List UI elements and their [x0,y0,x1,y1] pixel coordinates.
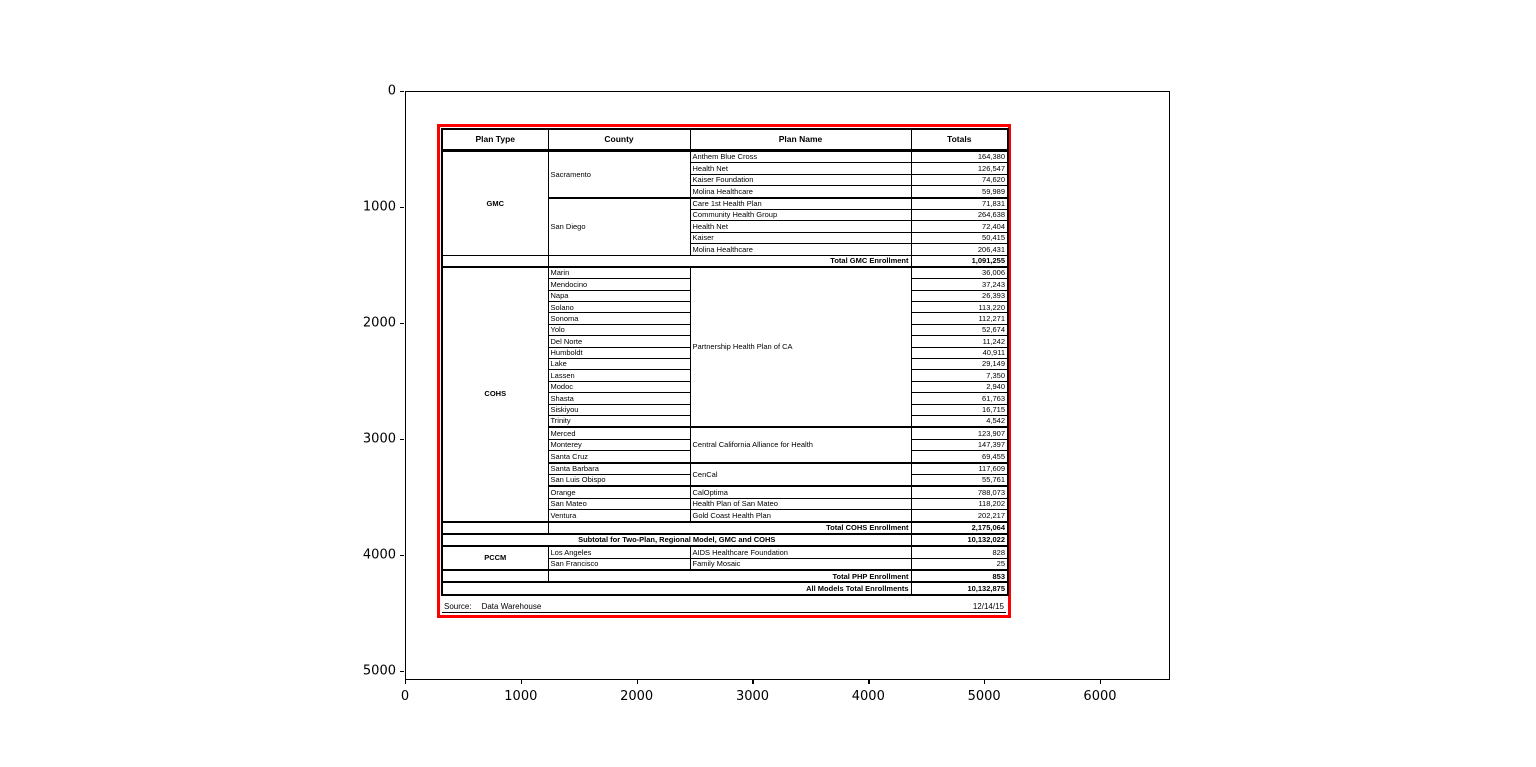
table-cell: Ventura [548,510,690,522]
x-tick-label: 1000 [504,689,538,704]
table-cell: Gold Coast Health Plan [690,510,911,522]
table-cell: 72,404 [911,221,1008,232]
table-cell: Molina Healthcare [690,244,911,255]
table-cell: 118,202 [911,498,1008,509]
x-tick-label: 3000 [735,689,770,704]
table-cell: Napa [548,290,690,301]
y-tick-label: 4000 [362,547,396,563]
y-tick-label: 2000 [362,315,396,331]
table-cell: 828 [911,546,1008,558]
table-cell: All Models Total Enrollments [442,582,911,594]
table-cell: Total PHP Enrollment [548,570,911,582]
table-cell: GMC [442,151,548,256]
y-tick-label: 0 [387,83,396,99]
table-cell: Shasta [548,393,690,404]
table-cell: 202,217 [911,510,1008,522]
table-cell: Central California Alliance for Health [690,427,911,462]
table-cell: 2,175,064 [911,522,1008,534]
table-row [442,546,1008,558]
table-cell: Care 1st Health Plan [690,198,911,210]
x-tick-label: 4000 [851,689,885,704]
table-footer [442,598,1006,613]
table-cell: Mendocino [548,279,690,290]
x-tick-mark [752,680,753,684]
y-tick-label: 3000 [362,431,396,447]
table-cell: San Luis Obispo [548,474,690,486]
column-header: Totals [911,129,1008,151]
empty-cell [442,570,548,582]
table-cell: 16,715 [911,404,1008,415]
table-cell: CalOptima [690,486,911,498]
y-tick-mark [400,207,404,208]
x-tick-mark [405,680,406,684]
table-cell: Orange [548,486,690,498]
x-tick-label: 5000 [967,689,1001,704]
y-tick-label: 5000 [362,663,396,679]
source-label: Source: [444,602,472,611]
table-cell: Kaiser Foundation [690,174,911,185]
y-tick-mark [400,555,404,556]
x-tick-mark [637,680,638,684]
table-cell: 147,397 [911,439,1008,450]
table-cell: Humboldt [548,347,690,358]
table-cell: 126,547 [911,163,1008,174]
table-cell: Del Norte [548,336,690,347]
table-cell: 36,006 [911,267,1008,279]
table-row [442,255,1008,267]
empty-cell [442,522,548,534]
x-tick-label: 2000 [620,689,654,704]
table-cell: 59,989 [911,186,1008,198]
table-cell: Family Mosaic [690,558,911,570]
x-tick-mark [868,680,869,684]
table-cell: 10,132,875 [911,582,1008,594]
table-cell: 69,455 [911,451,1008,463]
table-header-row [442,129,1008,151]
table-cell: 788,073 [911,486,1008,498]
table-cell: PCCM [442,546,548,570]
enrollment-table [441,128,1009,596]
table-cell: San Mateo [548,498,690,509]
table-cell: Modoc [548,381,690,392]
table-cell: Lake [548,359,690,370]
table-cell: Partnership Health Plan of CA [690,267,911,427]
table-cell: 61,763 [911,393,1008,404]
source-line [444,602,551,611]
table-row [442,522,1008,534]
table-cell: 164,380 [911,151,1008,163]
table-cell: Kaiser [690,232,911,243]
table-cell: Total GMC Enrollment [548,255,911,267]
table-cell: Community Health Group [690,209,911,220]
table-cell: Lassen [548,370,690,381]
table-cell: Anthem Blue Cross [690,151,911,163]
x-tick-mark [1100,680,1101,684]
table-cell: Molina Healthcare [690,186,911,198]
table-cell: 10,132,022 [911,534,1008,546]
y-tick-mark [400,91,404,92]
table-cell: Total COHS Enrollment [548,522,911,534]
table-cell: Sacramento [548,151,690,198]
table-cell: Health Net [690,163,911,174]
table-row [442,570,1008,582]
column-header: County [548,129,690,151]
table-cell: 2,940 [911,381,1008,392]
table-cell: Subtotal for Two-Plan, Regional Model, GMC and COHS [442,534,911,546]
table-cell: 40,911 [911,347,1008,358]
table-row [442,582,1008,594]
table-cell: Santa Barbara [548,463,690,475]
table-row [442,151,1008,163]
table-cell: Santa Cruz [548,451,690,463]
table-cell: Health Plan of San Mateo [690,498,911,509]
table-cell: AIDS Healthcare Foundation [690,546,911,558]
table-cell: 113,220 [911,302,1008,313]
table-cell: Siskiyou [548,404,690,415]
table-cell: 117,609 [911,463,1008,475]
highlight-box [437,124,1011,618]
table-cell: 25 [911,558,1008,570]
y-tick-mark [400,323,404,324]
table-cell: Marin [548,267,690,279]
table-cell: Los Angeles [548,546,690,558]
table-cell: Merced [548,427,690,439]
empty-cell [442,255,548,267]
table-body [442,151,1008,595]
table-header [442,129,1008,151]
table-cell: San Francisco [548,558,690,570]
table-cell: 112,271 [911,313,1008,324]
table-cell: 52,674 [911,324,1008,335]
table-cell: 11,242 [911,336,1008,347]
source-value: Data Warehouse [481,602,542,611]
y-tick-mark [400,439,404,440]
table-cell: 206,431 [911,244,1008,255]
x-tick-label: 0 [400,689,410,704]
y-tick-label: 1000 [362,199,396,215]
table-cell: 29,149 [911,359,1008,370]
table-cell: Monterey [548,439,690,450]
table-cell: 264,638 [911,209,1008,220]
table-row [442,534,1008,546]
table-cell: 37,243 [911,279,1008,290]
table-cell: 55,761 [911,474,1008,486]
x-tick-label: 6000 [1083,689,1117,704]
table-cell: COHS [442,267,548,522]
table-cell: Sonoma [548,313,690,324]
table-cell: CenCal [690,463,911,487]
table-cell: 74,620 [911,174,1008,185]
table-cell: 26,393 [911,290,1008,301]
table-cell: Yolo [548,324,690,335]
table-cell: 50,415 [911,232,1008,243]
table-cell: 71,831 [911,198,1008,210]
table-cell: Health Net [690,221,911,232]
table-row [442,267,1008,279]
table-cell: 1,091,255 [911,255,1008,267]
x-tick-mark [984,680,985,684]
table-cell: San Diego [548,198,690,255]
table-cell: 123,907 [911,427,1008,439]
x-tick-mark [521,680,522,684]
column-header: Plan Name [690,129,911,151]
table-cell: 4,542 [911,415,1008,427]
y-tick-mark [400,671,404,672]
table-cell: Solano [548,302,690,313]
table-cell: 7,350 [911,370,1008,381]
table-cell: 853 [911,570,1008,582]
table-cell: Trinity [548,415,690,427]
column-header: Plan Type [442,129,548,151]
report-date: 12/14/15 [972,602,1004,611]
